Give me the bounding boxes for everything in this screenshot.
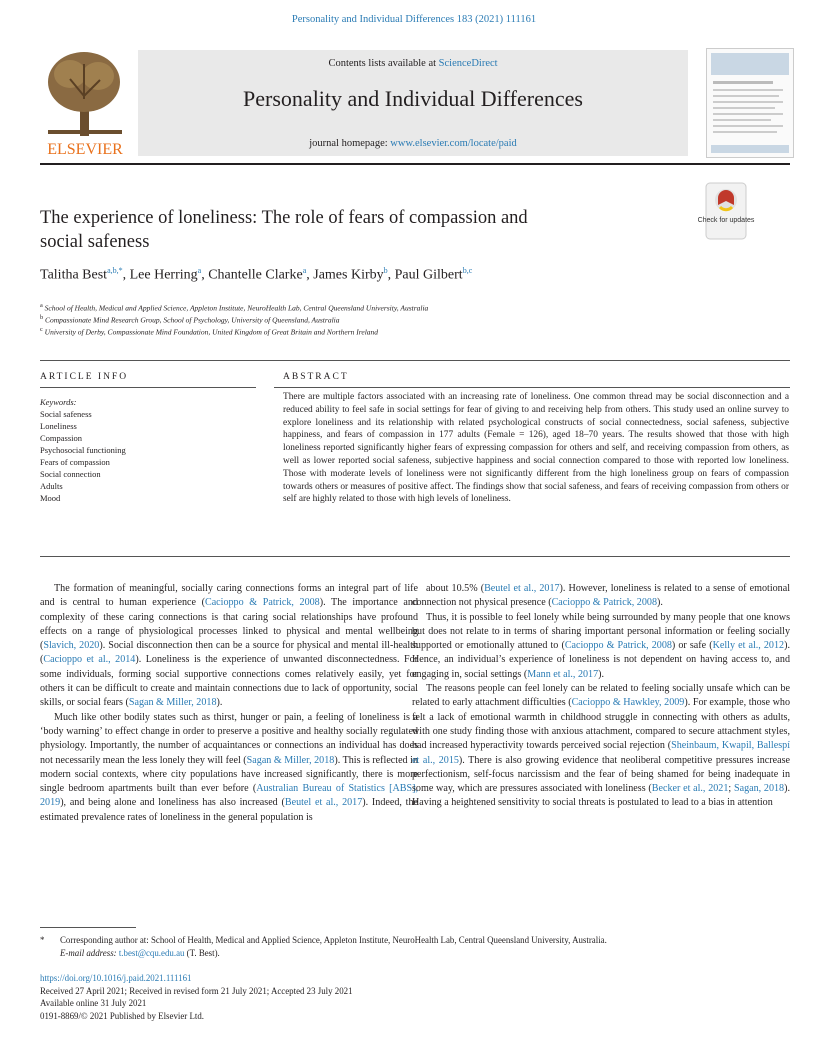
body-paragraph: [412, 682, 790, 811]
body-text: ). The importance and complexity of these caring connections is that caring social relationships have profound effects on a range of physiological processes linked to physical and mental wellbeing (: [40, 597, 418, 652]
citation-link[interactable]: Cacioppo & Hawkley, 2009: [571, 697, 685, 709]
contents-prefix: Contents lists available at: [328, 58, 439, 69]
author-affiliation-marker[interactable]: a: [197, 266, 202, 275]
keyword: Compassion: [40, 433, 83, 443]
author-separator: ,: [201, 267, 209, 283]
author-separator: ,: [122, 267, 130, 283]
body-text: ). Indeed, the estimated prevalence rates of loneliness in the general population is: [40, 797, 418, 823]
body-text: The formation of meaningful, socially caring connections forms an integral part of life and is central to human experience (: [40, 583, 418, 609]
check-updates-label: Check for updates: [697, 217, 755, 224]
sciencedirect-link[interactable]: ScienceDirect: [438, 58, 498, 69]
check-updates-icon: [697, 183, 755, 239]
article-title-line-1: The experience of loneliness: The role of fears of compassion and: [40, 208, 528, 228]
citation-link[interactable]: Cacioppo & Patrick, 2008: [204, 597, 320, 609]
keyword: Adults: [40, 481, 63, 491]
affiliation-marker: c: [40, 326, 43, 333]
citation-link[interactable]: Sagan & Miller, 2018: [246, 754, 335, 766]
author[interactable]: Chantelle Clarke: [208, 267, 303, 283]
body-text: about 10.5% (: [426, 583, 485, 594]
header-rule: [40, 163, 790, 165]
body-paragraph: [412, 611, 790, 682]
keyword: Fears of compassion: [40, 457, 110, 467]
author-separator: ,: [387, 267, 395, 283]
header-box: [138, 50, 688, 156]
body-text: ). Having a heightened sensitivity to social threats is postulated to lead to a bias in attention: [412, 783, 790, 809]
abstract-rule: [274, 387, 790, 388]
citation-link[interactable]: Cacioppo & Patrick, 2008: [551, 597, 657, 609]
citation-link[interactable]: Sagan & Miller, 2018: [128, 697, 217, 709]
publication-info: [40, 972, 640, 1022]
doi-link[interactable]: https://doi.org/10.1016/j.paid.2021.111161: [40, 973, 192, 983]
article-title-line-2: social safeness: [40, 232, 150, 252]
body-paragraph: [412, 582, 790, 611]
publisher-name: ELSEVIER: [47, 141, 123, 158]
journal-citation[interactable]: Personality and Individual Differences 183 (2021) 111161: [291, 14, 537, 25]
keywords-block: [40, 396, 256, 504]
corresponding-author-footnote: [40, 934, 790, 960]
section-rule: [40, 360, 790, 361]
copyright: 0191-8869/© 2021 Published by Elsevier Ltd.: [40, 1010, 205, 1021]
body-column-right: [412, 582, 790, 811]
author-separator: ,: [306, 267, 314, 283]
journal-header: [40, 44, 792, 160]
homepage-link[interactable]: www.elsevier.com/locate/paid: [390, 138, 517, 149]
affiliation-text: Compassionate Mind Research Group, School of Psychology, University of Queensland, Australia: [45, 315, 340, 325]
footnote-line: [40, 934, 790, 947]
affiliation-marker: a: [40, 302, 43, 309]
homepage-line: [138, 138, 688, 149]
abstract-end-rule: [40, 556, 790, 557]
body-paragraph: [40, 582, 418, 711]
check-for-updates-button[interactable]: [697, 183, 755, 239]
body-text: ). Loneliness is the experience of unwanted disconnectedness. For some individuals, forming social supportive connections comes relatively easily, yet for others it can be difficult to create and maintain connections due to lack of opportunity, social skills, or social fears (: [40, 654, 418, 709]
author[interactable]: Talitha Best: [40, 267, 108, 283]
citation-link[interactable]: Kelly et al., 2012: [712, 640, 785, 652]
keyword: Mood: [40, 493, 61, 503]
body-text: ). However, loneliness is related to a sense of emotional connection not physical presence (: [412, 583, 790, 609]
email-suffix: (T. Best).: [184, 948, 220, 958]
body-text: Thus, it is possible to feel lonely while being surrounded by many people that one knows but does not relate to in terms of sharing important personal information or feeling socially supported or emotionally attuned to (: [412, 611, 790, 652]
email-line: [40, 947, 790, 960]
body-text: ). For example, those who felt a lack of emotional warmth in childhood struggle in connecting with others as adults, with one study finding those with anxious attachment, compared to secure attachment styles, had increased hyperactivity towards perceived social rejection (: [412, 697, 790, 752]
affiliation-text: University of Derby, Compassionate Mind Foundation, United Kingdom of Great Britain and Northern Ireland: [44, 327, 379, 337]
available-online: Available online 31 July 2021: [40, 998, 147, 1009]
elsevier-tree-icon: [40, 44, 130, 158]
citation-link[interactable]: Becker et al., 2021: [651, 783, 729, 795]
citation-link[interactable]: Beutel et al., 2017: [284, 797, 363, 809]
footnote-rule: [40, 927, 136, 928]
footnote-marker: *: [40, 935, 45, 945]
author-affiliation-marker[interactable]: b: [383, 266, 388, 275]
keywords-label: Keywords:: [40, 397, 77, 407]
citation-link[interactable]: Australian Bureau of Statistics [ABS], 2019: [40, 783, 418, 809]
citation-link[interactable]: Sheinbaum, Kwapil, Ballespí et al., 2015: [412, 740, 790, 766]
affiliation: [40, 326, 760, 337]
homepage-prefix: journal homepage:: [309, 138, 391, 149]
body-text: Much like other bodily states such as thirst, hunger or pain, a feeling of loneliness is a ‘body warning’ to effect change in order to preserve a positive and healthy socially regulated physiology. Importantly, the number of acquaintances or connections an individual has does not necessarily mean the less lonely they will feel (: [40, 711, 418, 766]
author-affiliation-marker[interactable]: a,b,*: [107, 266, 123, 275]
author[interactable]: James Kirby: [313, 267, 384, 283]
body-text: ) or safe (: [671, 640, 713, 652]
email-link[interactable]: t.best@cqu.edu.au: [118, 948, 185, 958]
body-text: ). There is also growing evidence that neoliberal competitive pressures increase perfectionism, self-focus narcissism and the fear of being shamed for being inadequate in some way, which are pressures associated with loneliness (: [412, 754, 790, 795]
abstract-heading: ABSTRACT: [283, 372, 349, 382]
journal-title: Personality and Individual Differences: [243, 86, 583, 111]
affiliation: [40, 314, 760, 325]
body-text: ). This is reflected in modern social contexts, where city populations have increased significantly, there is more single bedroom apartments built than ever before (: [40, 754, 418, 795]
body-text: ). Social disconnection then can be a source for physical and mental ill-health (: [40, 640, 418, 666]
received-dates: Received 27 April 2021; Received in revised form 21 July 2021; Accepted 23 July 2021: [40, 985, 353, 996]
citation-link[interactable]: Cacioppo et al., 2014: [43, 654, 136, 666]
body-text: The reasons people can feel lonely can be related to feeling socially unsafe which can be related to early attachment difficulties (: [412, 683, 790, 709]
article-info-rule: [40, 387, 256, 388]
elsevier-logo[interactable]: [40, 44, 130, 158]
author-affiliation-marker[interactable]: b,c: [462, 266, 473, 275]
article-title: [40, 206, 660, 254]
body-text: ), and being alone and loneliness has also increased (: [60, 797, 285, 809]
affiliation-text: School of Health, Medical and Applied Science, Appleton Institute, NeuroHealth Lab, Central Queensland University, Australia: [44, 303, 429, 313]
abstract-text: There are multiple factors associated with an increasing rate of loneliness. One common thread may be social disconnection and a reduced ability to feel safe in social settings for fear of giving to and receiving help from others. This study used an online survey to explore loneliness and its relationship with related psychological constructs of social connectedness, social safeness, subjective happiness, and fears of compassion in 177 adults (Female = 126), aged 18–70 years. The results showed that those with high loneliness reported significantly higher fears of expressing compassion for others and self, and receiving compassion from others, as well as lower reported social safeness, subjective happiness and social connection compared to those with reported low loneliness. Those with moderate levels of loneliness were not significantly different from the high loneliness group on fears of compassion towards others or measures of positive affect. The findings show that social safeness, and fears of receiving compassion from others or self are highly related to those with high levels of loneliness.: [283, 392, 789, 505]
body-paragraph: [40, 711, 418, 825]
article-info-heading: ARTICLE INFO: [40, 372, 129, 382]
body-text: ).: [598, 668, 605, 680]
email-label: E-mail address:: [60, 948, 117, 958]
body-text: ).: [657, 597, 663, 609]
body-text: ). Hence, an individual’s experience of loneliness is not dependent on having access to, and engaging in, social settings (: [412, 640, 790, 680]
keyword: Social safeness: [40, 409, 92, 419]
cover-image-icon: [707, 49, 793, 157]
affiliation: [40, 302, 760, 313]
corresponding-author-text: Corresponding author at: School of Health, Medical and Applied Science, Appleton Institute, NeuroHealth Lab, Central Queensland University, Australia.: [60, 935, 607, 945]
body-column-left: [40, 582, 418, 825]
affiliation-marker: b: [40, 314, 44, 321]
keyword: Social connection: [40, 469, 101, 479]
author[interactable]: Lee Herring: [129, 267, 198, 283]
body-text: ).: [216, 697, 223, 709]
keyword: Psychosocial functioning: [40, 445, 126, 455]
citation-link[interactable]: Cacioppo & Patrick, 2008: [564, 640, 672, 652]
citation-link[interactable]: Beutel et al., 2017: [484, 583, 560, 594]
author-list: [40, 266, 760, 284]
citation-link[interactable]: Sagan, 2018: [733, 783, 785, 795]
contents-line: [138, 58, 688, 69]
author-affiliation-marker[interactable]: a: [302, 266, 307, 275]
journal-cover-thumbnail[interactable]: [706, 48, 794, 158]
author[interactable]: Paul Gilbert: [394, 267, 463, 283]
citation-link[interactable]: Slavich, 2020: [43, 640, 100, 652]
citation-link[interactable]: Mann et al., 2017: [527, 668, 599, 680]
body-text: ;: [728, 783, 734, 795]
keyword: Loneliness: [40, 421, 77, 431]
